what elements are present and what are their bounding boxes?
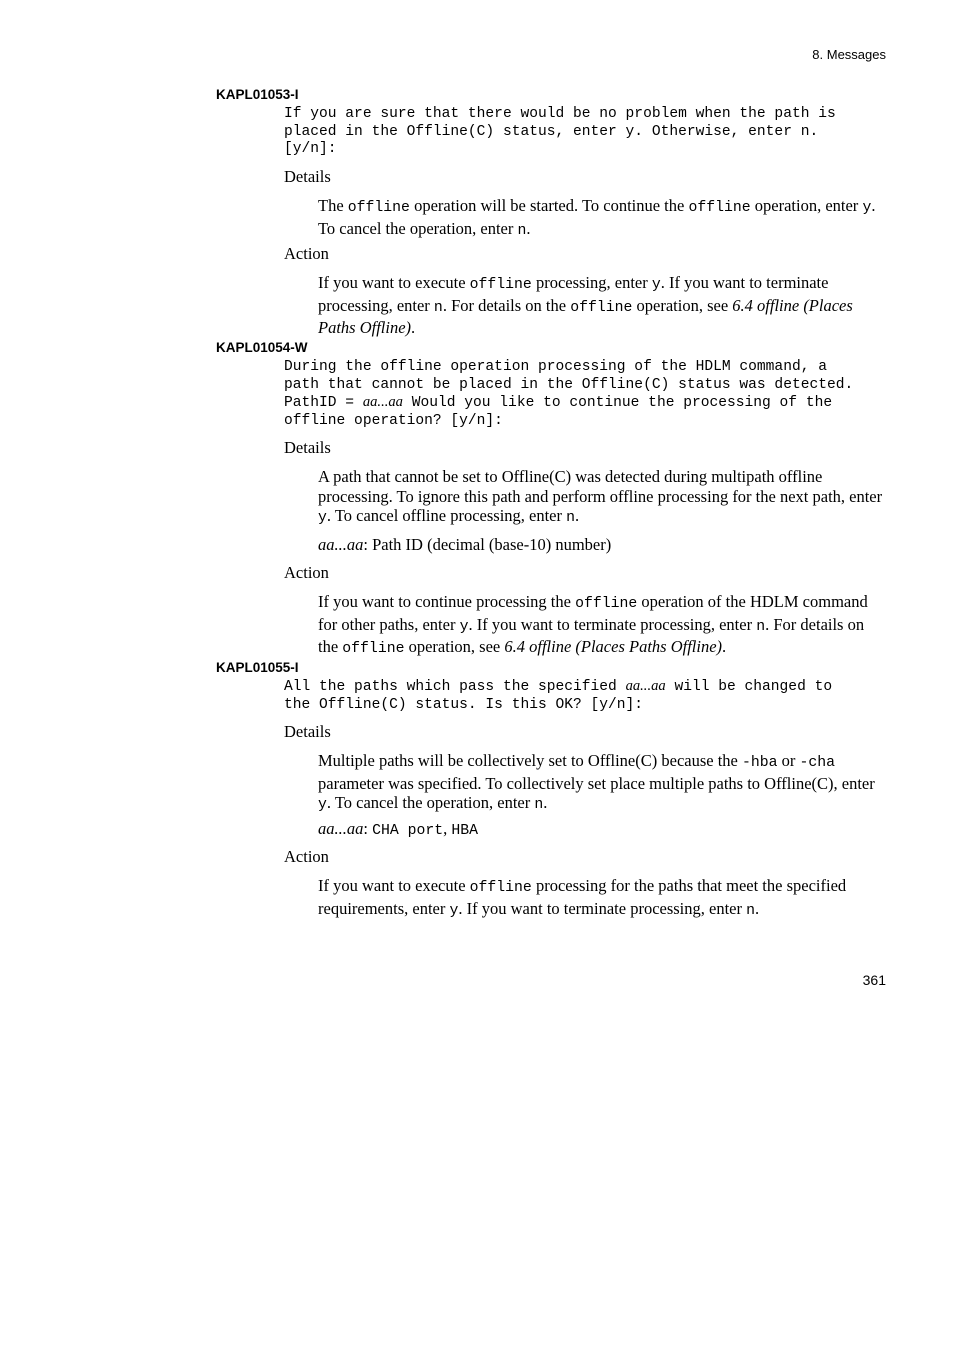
action-paragraph: If you want to execute offline processing for the paths that meet the specified requirements, enter y. If you want to terminate processing, enter n.: [318, 876, 847, 919]
page-number: 361: [862, 972, 886, 988]
message-text: All the paths which pass the specified aa...aa will be changed to the Offline(C) status. Is this OK? [y/n]:: [284, 678, 833, 713]
action-label: Action: [284, 847, 329, 866]
action-paragraph: If you want to execute offline processing, enter y. If you want to terminate processing, enter n. For details on the offline operation, see 6.4 offline (Places Paths Offline).: [318, 273, 853, 338]
message-text: During the offline operation processing of the HDLM command, a path that cannot be placed in the Offline(C) status was detected. PathID = aa...aa Would you like to continue the processing of the offline operation? [y/n]:: [284, 359, 854, 429]
variable: aa...aa: [625, 678, 666, 694]
variable-note: aa...aa: CHA port, HBA: [318, 819, 479, 839]
message-id: KAPL01053-I: [216, 87, 299, 102]
variable-note: aa...aa: Path ID (decimal (base-10) number): [318, 535, 612, 554]
action-label: Action: [284, 563, 329, 582]
variable: aa...aa: [362, 394, 403, 410]
message-text: If you are sure that there would be no problem when the path is placed in the Offline(C) status, enter y. Otherwise, enter n. [y/n]:: [284, 106, 836, 157]
details-label: Details: [284, 722, 331, 741]
action-paragraph: If you want to continue processing the offline operation of the HDLM command for other paths, enter y. If you want to terminate processing, enter n. For details on the offline operation, see 6.4 offline (Places Paths Offline).: [318, 592, 868, 658]
section-reference: 6.4 offline (Places Paths Offline): [318, 295, 853, 338]
details-paragraph: A path that cannot be set to Offline(C) was detected during multipath offline processing. To ignore this path and perform offline processing for the next path, enter y. To cancel offline processing, enter n.: [318, 467, 883, 527]
details-paragraph: Multiple paths will be collectively set to Offline(C) because the -hba or -cha parameter was specified. To collectively set place multiple paths to Offline(C), enter y. To cancel the operation, enter n.: [318, 751, 875, 814]
details-paragraph: The offline operation will be started. To continue the offline operation, enter y. To cancel the operation, enter n.: [318, 196, 876, 239]
action-label: Action: [284, 244, 329, 263]
details-label: Details: [284, 438, 331, 457]
details-label: Details: [284, 167, 331, 186]
running-header: 8. Messages: [812, 47, 886, 62]
message-id: KAPL01054-W: [216, 340, 308, 355]
message-id: KAPL01055-I: [216, 660, 299, 675]
section-reference: 6.4 offline (Places Paths Offline): [504, 637, 723, 657]
